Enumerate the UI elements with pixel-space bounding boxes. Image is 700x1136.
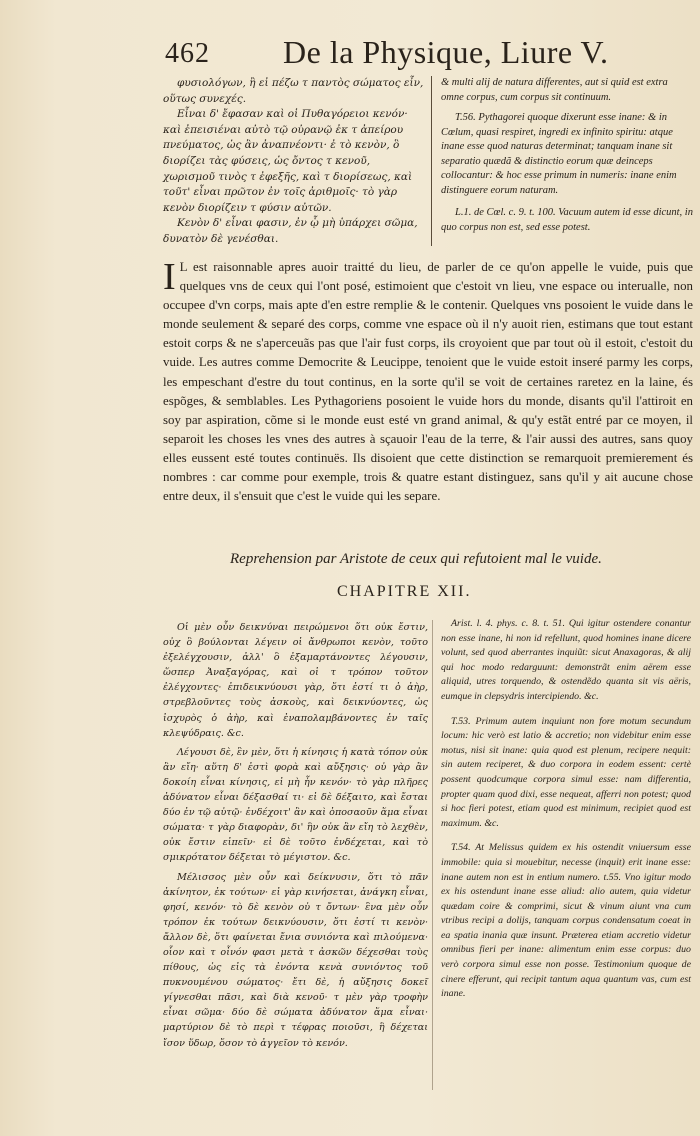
latin-paragraph: T.53. Primum autem inquiunt non fore motum secundum locum: hic verò est latio & accretio; non videbitur enim esse motus, nisi sit inane: quia quod est plenum, recipere nequit: sin autem reciperet, & duo corpora in eodem essent: certè possent quodcumque corpora simul esse: nam differentia, propter quam quod dixi, esse nequeat, afferri non potest; quod si hoc fieri potest, etiam quod est minimum, recipiet quod est maximum. &c.	[441, 715, 691, 829]
french-paragraph	[163, 258, 693, 506]
section-heading: Reprehension par Aristote de ceux qui refutoient mal le vuide.	[230, 551, 602, 567]
drop-cap: I	[163, 256, 176, 298]
greek-paragraph: Κενὸν δ' εἶναι φασιν, ἐν ᾧ μὴ ὑπάρχει σῶμα, δυνατὸν δὲ γενέσθαι.	[163, 217, 418, 245]
chapter-title: CHAPITRE XII.	[337, 583, 472, 600]
latin-paragraph: T.54. At Melissus quidem ex his ostendit vniuersum esse immobile: quia si mouebitur, necesse (inquit) erit inane esse: inane autem non est in entium numero. t.55. Vno igitur modo ex his ostendunt inane esse aliud: alio autem, quia videtur quædam coire & comprimi, sicut & vinum aiunt vna cum vtribus recipi a dolijs, tanquam corpus condensatum coeat in ea spatia inania quæ insunt. Præterea etiam accretio videtur omnibus fieri per inane: alimentum enim esse corpus: duo verò corpora simul esse non posse. Testimonium quoque de cinere efferunt, qui recipit tantum aqua quantum vas, cum est inane.	[441, 842, 691, 1000]
top-section	[163, 76, 693, 246]
latin-paragraph: & multi alij de natura differentes, aut si quid est extra omne corpus, cum corpus sit continuum.	[441, 77, 668, 103]
column-divider	[431, 76, 432, 246]
page-number: 462	[165, 38, 210, 69]
latin-paragraph: T.56. Pythagorei quoque dixerunt esse inane: & in Cœlum, quasi respiret, ingredi ex infinito spiritu: atque inane esse quod naturas determinat; tanquam inane sit separatio quædã & distinctio eorum quæ deinceps collocantur: & hoc esse primum in numeris: inane enim distinguere eorum naturam.	[441, 112, 677, 196]
greek-paragraph: φυσιολόγων, ἢ εἰ πέζω τ παντὸς σώματος εἶν, οὕτως συνεχές.	[163, 77, 424, 105]
latin-text-top	[441, 76, 693, 241]
greek-paragraph: Οἱ μὲν οὖν δεικνύναι πειρώμενοι ὅτι οὐκ ἔστιν, οὐχ ὃ βούλονται λέγειν οἱ ἄνθρωποι κενὸν, τοῦτο ἐξελέγχουσιν, ἀλλ' ὃ ἐξαμαρτάνοντες λέγουσιν, ὥσπερ Ἀναξαγόρας, καὶ οἱ τ τρόπον τοῦτον ἐλέγχοντες· ἐπιδεικνύουσι γὰρ, ὅτι ἐστί τι ὁ ἀὴρ, στρεβλοῦντες τοὺς ἀσκοὺς, καὶ δεικνύοντες, ὡς ἰσχυρὸς ὁ ἀὴρ, καὶ ἐναπολαμβάνοντες ἐν ταῖς κλεψύδραις. &c.	[163, 622, 428, 739]
greek-paragraph: Εἶναι δ' ἔφασαν καὶ οἱ Πυθαγόρειοι κενόν· καὶ ἐπεισιέναι αὐτὸ τῷ οὐρανῷ ἐκ τ ἀπείρου πνεύματος, ὡς ἂν ἀναπνέοντι· ἐ τὸ κενὸν, ὃ διορίζει τὰς φύσεις, ὡς ὄντος τ κενοῦ, χωρισμοῦ τινὸς τ ἐφεξῆς, καὶ τ διορίσεως, καὶ τοῦτ' εἶναι πρῶτον ἐν τοῖς ἀριθμοῖς· τὸ γὰρ κενὸν διορίζειν τ φύσιν αὐτῶν.	[163, 108, 413, 214]
column-divider	[432, 620, 433, 1090]
greek-paragraph: Λέγουσι δὲ, ἓν μὲν, ὅτι ἡ κίνησις ἡ κατὰ τόπον οὐκ ἂν εἴη· αὕτη δ' ἐστὶ φορὰ καὶ αὔξησις· οὐ γὰρ ἂν δοκοίη εἶναι κίνησις, εἰ μὴ ἦν κενόν· τὸ γὰρ πλῆρες ἀδύνατον εἶναι δέξασθαί τι· εἰ δὲ δέξαιτο, καὶ ἔσται δύο ἐν τῷ αὐτῷ· ἐνδέχοιτ' ἂν καὶ ὁποσαοῦν ἅμα εἶναι σώματα· τ γὰρ διαφορὰν, δι' ἣν οὐκ ἂν εἴη τὸ λεχθὲν, οὐκ ἔστιν εἰπεῖν· εἰ δὲ τοῦτο ἐνδέχεται, καὶ τὸ σμικρότατον δέξεται τὸ μέγιστον. &c.	[163, 746, 428, 864]
running-title: De la Physique, Liure V.	[283, 34, 609, 70]
french-text: L est raisonnable apres auoir traitté du lieu, de parler de ce qu'on appelle le vuide, puis que quelques vns de ceux qui l'ont posé, estimoient que c'estoit vn lieu, vne espace ou interualle, non occupee d'vn corps, mais apte d'en estre remplie & le contenir. Quelques vns posoient le vuide dans le monde seulement & separé des corps, comme vne espace où il n'y auoit rien, estimans que tout estant estoit corps & ne s'aperceuãs pas que l'air fust corps, ils croyoient que par tout où il estoit, c'estoit du vuide. Les autres comme Democrite & Leucippe, tenoient que le vuide estoit inseré parmy les corps, les empeschant d'estre du tout continus, en la sorte qu'il se voit de certaines raretez en la laine, és espõges, & semblables. Les Pythagoriens posoient le vuide hors du monde, disants qu'il l'attiroit en soy par aspiration, cõme si le monde eust esté vn grand animal, & qu'y estãt entré par ce moyen, il separoit les choses les vnes des autres à sçauoir l'eau de la terre, & l'air aussi des autres, sans quoy elles eussent esté toutes continuës. Ils disoient que cette distinction se remarquoit premierement és nombres : car comme pour exemple, trois & quatre estant distinguez, sans qu'il y ait aucune chose entre deux, il s'ensuit que c'est le vuide qui les separe.	[163, 260, 693, 504]
latin-note: L.1. de Cœl. c. 9. t. 100. Vacuum autem id esse dicunt, in quo corpus non est, sed esse potest.	[441, 207, 693, 233]
latin-column	[441, 617, 691, 1012]
greek-paragraph: Μέλισσος μὲν οὖν καὶ δείκνυσιν, ὅτι τὸ πᾶν ἀκίνητον, ἐκ τούτων· εἰ γὰρ κινήσεται, ἀνάγκη εἶναι, φησί, κενόν· τὸ δὲ κενὸν οὐ τ ὄντων· ἓνα μὲν οὖν τρόπον ἐκ τούτων δεικνύουσιν, ὅτι ἐστί τι κενὸν· ἄλλον δὲ, ὅτι φαίνεται ἔνια συνιόντα καὶ πιλούμενα· οἷον καὶ τ οἶνόν φασι μετὰ τ ἀσκῶν δέχεσθαι τοὺς πίθους, ὡς εἰς τὰ ἐνόντα κενὰ συνιόντος τοῦ πυκνουμένου σώματος· ἔτι δὲ, ἡ αὔξησις δοκεῖ γίγνεσθαι πᾶσι, καὶ διὰ κενοῦ· τ μὲν γὰρ τροφὴν εἶναι σῶμα· δύο δὲ σώματα ἀδύνατον ἅμα εἶναι· μαρτύριον δὲ τὸ περὶ τ τέφρας ποιοῦσι, ἣ δέχεται ἴσον ὕδωρ, ὅσον τὸ ἀγγεῖον τὸ κενόν.	[163, 871, 428, 1049]
running-header	[165, 34, 685, 74]
latin-paragraph: Arist. l. 4. phys. c. 8. t. 51. Qui igitur ostendere conantur non esse inane, hi non id refellunt, quod homines inane dicere volunt, sed quod aberrantes inquiũt: sicut Anaxagoras, & alij qui hoc modo redarguunt: demonstrãt enim aërem esse aliquid, utres torquendo, & ostendẽdo quanta sit vis aëris, eumque in clepsydris intercipiendo. &c.	[441, 618, 691, 702]
greek-column	[163, 620, 428, 1055]
greek-text-top	[163, 76, 425, 248]
